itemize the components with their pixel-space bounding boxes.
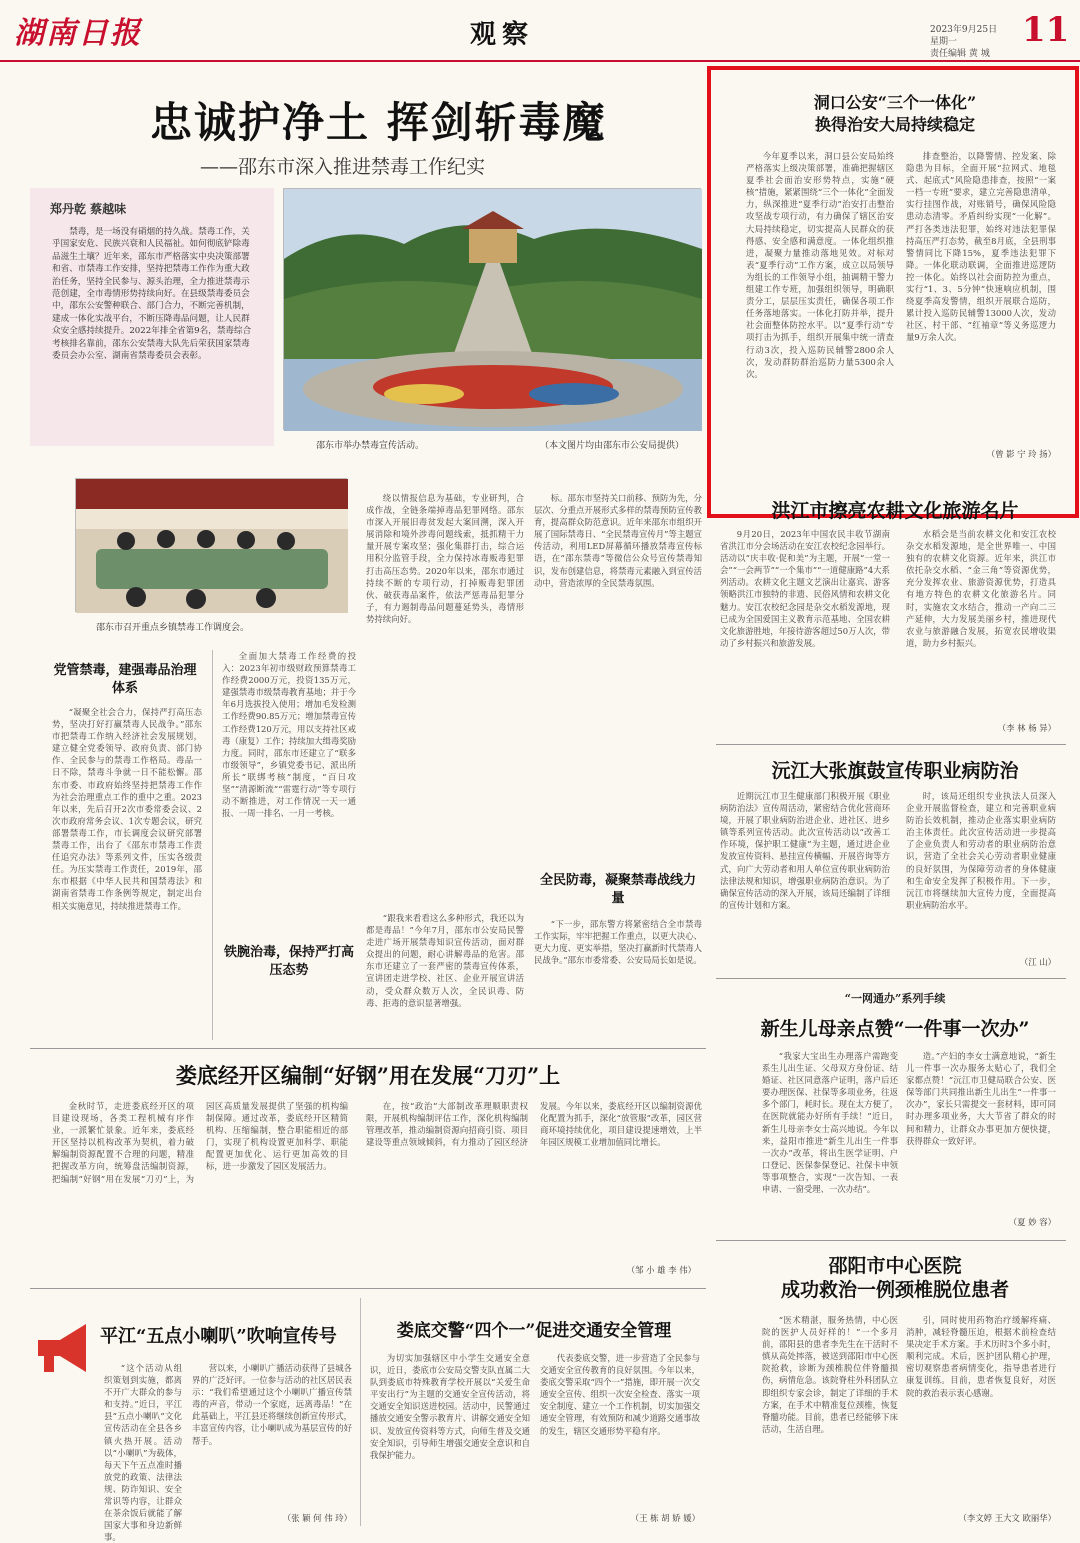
- lead-text: 禁毒，是一场没有硝烟的持久战。禁毒工作，关乎国家安危、民族兴衰和人民福祉。如何彻底铲除毒品滋生土壤？近年来，邵东市严格落实中央决策部署和省、市禁毒工作安排，坚持把禁毒工作作为重大政治任务，坚持全民参与、源头治理，全力推进禁毒示范创建，全市毒情形势持续向好。在县级禁毒委员会中，邵东公安警种联合、部门合力，不断完善机制，建成一体化实战平台，不断压降毒品问题，让人民群众安全感持续提升。2022年排全省第9名，禁毒综合考核排名靠前，邵东公安禁毒大队先后荣获国家禁毒委员会办公室、湖南省禁毒委员会表彰。: [52, 227, 252, 362]
- rally-photo: [283, 188, 701, 430]
- box-title-line2: 换得治安大局持续稳定: [814, 115, 975, 134]
- jiaojing-text2: 代表娄底交警，进一步营造了全民参与交通安全宣传教育的良好氛围。今年以来，娄底交警采取“四个一”措施，即开展一次交通安全宣传、组织一次安全检查、落实一项安全制度、建立一个工作机制，切实加强交通安全管理，有效预防和减少道路交通事故的发生，辖区交通形势平稳有序。: [540, 1353, 700, 1436]
- pingjiang-title: 平江“五点小喇叭”吹响宣传号: [100, 1326, 337, 1347]
- sec5-title: 全民防毒，凝聚禁毒战线力量: [539, 873, 696, 906]
- hongjiang-sign: （李 林 杨 异）: [997, 723, 1056, 733]
- yuanjiang-title: 沅江大张旗鼓宣传职业病防治: [771, 760, 1019, 782]
- editor-credit: 责任编辑 黄 城: [930, 49, 990, 59]
- hongjiang-title: 洪江市擦亮农耕文化旅游名片: [771, 500, 1019, 522]
- hospital-title-line2: 成功救治一例颈椎脱位患者: [780, 1279, 1009, 1301]
- page-number: 11: [1022, 10, 1070, 50]
- jiaojing-sign: （王 栋 胡 娇 媛）: [630, 1513, 700, 1523]
- section-title: 观察: [470, 20, 535, 50]
- onenet-kicker: “一网通办”系列手续: [844, 992, 946, 1005]
- jiaojing-title: 娄底交警“四个一”促进交通安全管理: [396, 1321, 672, 1341]
- jiaojing-text: 为切实加强辖区中小学生交通安全意识，近日，娄底市公安局交警支队直属二大队到娄底市特殊教育学校开展以“关爱生命 平安出行”为主题的交通安全宣传活动，将交通安全知识送进校园。活动中，民警通过播放交通安全警示教育片、讲解交通安全知识、发放宣传资料等方式，向师生普及交通安全知识，引导师生增强交通安全意识和自我保护能力。: [370, 1353, 530, 1460]
- newborn-col2: 造。”产妇的李女士满意地说，“新生儿一件事一次办服务太贴心了，我们全家都点赞！”沅江市卫健局联合公安、医保等部门共同推出新生儿出生“一件事一次办”，家长只需提交一套材料，即可同时办理多项业务，大大节省了群众的时间和精力，让群众办事更加方便快捷，获得群众一致好评。: [906, 1051, 1056, 1146]
- main-headline: 忠诚护净土 挥剑斩毒魔: [150, 98, 607, 147]
- meeting-photo-image: [76, 479, 348, 613]
- divider: [716, 978, 1066, 979]
- hongjiang-col2: 水稻会是当前农耕文化和安江农校杂交水稻发源地，是全世界唯一、中国独有的农耕文化资源。近年来，洪江市依托杂交水稻、“金三角”等资源优势，充分发挥农业、旅游资源优势，打造具有地方特色的农耕文化旅游名片。同时，实施农文水结合，推动一产向二三产延伸，大力发展美丽乡村，推进现代农业与旅游融合发展，拓宽农民增收渠道，助力乡村振兴。: [906, 529, 1056, 648]
- divider: [30, 1288, 706, 1289]
- sec1-text: “凝聚全社会合力，保持严打高压态势，坚决打好打赢禁毒人民战争。”邵东市把禁毒工作纳入经济社会发展规划，建立健全党委领导、政府负责、部门协作、全民参与的禁毒工作格局。毒品一日不除，禁毒斗争就一日不能松懈。邵东市委、市政府始终坚持把禁毒工作作为社会治理重点工作的重中之重。2023年以来，先后召开2次市委常委会议、2次市政府常务会议、1次专题会议，研究部署禁毒工作，市长调度会议研究部署禁毒工作，出台了《邵东市禁毒工作责任追究办法》等系列文件，压实各级责任。为压实禁毒工作责任，2019年，邵东市根据《中华人民共和国禁毒法》和湖南省禁毒工作条例等规定，制定出台相关实施意见，持续推进禁毒工作。: [52, 707, 202, 911]
- main-subhead: ——邵东市深入推进禁毒工作纪实: [200, 156, 486, 178]
- box-title-line1: 洞口公安“三个一体化”: [813, 93, 977, 112]
- pingjiang-text: “这个活动从组织策划到实施，都离不开广大群众的参与和支持。”近日，平江县“五点小喇叭”文化宣传活动在全县各乡镇火热开展。活动以“小喇叭”为载体，每天下午五点准时播放党的政策、法律法规、防诈知识、安全常识等内容，让群众在茶余饭后就能了解国家大事和身边新鲜事。: [104, 1363, 182, 1543]
- masthead: [0, 0, 1080, 62]
- hospital-col2: 引，同时使用药物治疗缓解疼痛、消肿，减轻脊髓压迫，根据术前检查结果决定手术方案。手术历时3个多小时，顺利完成。术后，医护团队精心护理，密切观察患者病情变化，指导患者进行康复训练。目前，患者恢复良好，对医院的救治表示衷心感谢。: [906, 1315, 1056, 1398]
- loudi-sign: （邹 小 雄 李 伟）: [626, 1265, 696, 1275]
- hongjiang-col1: 9月20日，2023年中国农民丰收节湖南省洪江市分会场活动在安江农校纪念园举行。活动以“庆丰收·促和美”为主题，开展“一堂一会”“一会两节”“一个集市”“一道健康路”4大系列活动。农耕文化主题文艺演出让嘉宾、游客领略洪江市独特的非遗、民俗风情和农耕文化魅力。安江农校纪念园是杂交水稻发源地，现已成为全国爱国主义教育示范基地、全国农耕文化旅游胜地，年接待游客超过50万人次，带动了乡村振兴和旅游发展。: [720, 529, 890, 648]
- newborn-col1: “我家大宝出生办理落户需跑变系生儿出生证、父母双方身份证、结婚证、社区同意落户证明，落户后还要办理医保、社保等多项业务，往返多个部门，耗时长。现在太方便了，在医院就能办好所有手续！”近日，新生儿母亲李女士高兴地说。今年以来，益阳市推进“新生儿出生一件事一次办”改革，将出生医学证明、户口登记、医保参保登记、社保卡申领等事项整合，实现“一次告知、一表申请、一窗受理、一次办结”。: [762, 1051, 898, 1195]
- meeting-photo: [75, 478, 347, 612]
- dateline: [930, 24, 1000, 60]
- loudi-title: 娄底经开区编制“好钢”用在发展“刀刃”上: [175, 1063, 561, 1088]
- sec5-text: “跟我来看看这么多种形式，我还以为都是毒品！”今年7月，邵东市公安局民警走进广场开展禁毒知识宣传活动，面对群众提出的问题，耐心讲解毒品的危害。邵东市还建立了一套严密的禁毒宣传体系，宣讲团走进学校、社区、企业开展宣讲活动，受众群众数万人次，全民识毒、防毒、拒毒的意识显著增强。: [366, 913, 524, 1008]
- loudi-text: 金秋时节，走进娄底经开区的项目建设现场，各类工程机械有序作业，一派繁忙景象。近年来，娄底经开区坚持以机构改革为契机，着力破解编制资源配置不合理的问题，精准把握改革方向，统筹盘活编制资源，把编制“好钢”用在发展“刀刃”上，为园区高质量发展提供了坚强的机构编制保障。通过改革，娄底经开区精简机构、压缩编制，整合职能相近的部门，实现了机构设置更加科学、职能配置更加优化、运行更加高效的目标，进一步激发了园区发展活力。: [52, 1101, 348, 1184]
- box-sign: （曾 影 宁 玲 扬）: [986, 449, 1056, 459]
- divider: [30, 1048, 706, 1049]
- divider: [716, 1240, 1066, 1241]
- rally-photo-image: [284, 189, 702, 431]
- loudi-text2: 在，按“政治”大部制改革理顺职责权限，开展机构编制评估工作，深化机构编制管理改革，推动编制资源向招商引资、项目建设等重点领域倾斜，有力推动了园区经济发展。今年以来，娄底经开区以编制资源优化配置为抓手，深化“放管服”改革，园区营商环境持续优化，项目建设提速增效，上半年园区规模工业增加值同比增长。: [366, 1101, 702, 1148]
- column-divider: [360, 1298, 361, 1526]
- sec4-text: 标。邵东市坚持关口前移、预防为先，分层次、分重点开展形式多样的禁毒预防宣传教育，提高群众防范意识。近年来邵东市组织开展了国际禁毒日、“全民禁毒宣传月”等主题宣传活动，利用LED屏幕循环播放禁毒宣传标语，在“邵东禁毒”等微信公众号宣传禁毒知识，发布创建信息，将禁毒元素融入到宣传活动中，营造浓厚的全民禁毒氛围。: [534, 493, 702, 588]
- newborn-title: 新生儿母亲点赞“一件事一次办”: [760, 1018, 1030, 1040]
- hospital-title-line1: 邵阳市中心医院: [828, 1255, 962, 1277]
- newspaper-logo: 湖南日报: [14, 16, 142, 51]
- hospital-title: [720, 1254, 1070, 1302]
- hospital-col1: “医术精湛，服务热情，中心医院的医护人员好样的！”一个多月前，邵阳县的患者李先生在干活时不慎从高处摔落，被送到邵阳市中心医院抢救，诊断为颈椎脱位伴脊髓损伤，病情危急。该院脊柱外科团队立即组织专家会诊，制定了详细的手术方案，在手术中精准复位颈椎，恢复脊髓功能。目前，患者已经能够下床活动，生活自理。: [762, 1315, 898, 1434]
- main-byline: 郑丹乾 蔡越味: [50, 202, 127, 216]
- yuanjiang-col2: 时，该局还组织专业执法人员深入企业开展监督检查，建立和完善职业病防治长效机制，推动企业落实职业病防治主体责任。此次宣传活动进一步提高了企业负责人和劳动者的职业病防治意识，营造了全社会关心劳动者职业健康的良好氛围，为保障劳动者的身体健康和生命安全发挥了积极作用。下一步，沅江市将继续加大宣传力度，全面提高职业病防治水平。: [906, 791, 1056, 910]
- sec1-title: 党管禁毒，建强毒品治理体系: [53, 663, 197, 696]
- column-divider: [212, 650, 213, 1040]
- box-title: [730, 92, 1060, 136]
- megaphone-icon-image: [30, 1318, 100, 1378]
- rally-photo-caption: 邵东市举办禁毒宣传活动。: [316, 441, 425, 451]
- yuanjiang-col1: 近期沅江市卫生健康部门积极开展《职业病防治法》宣传周活动，紧密结合优化营商环境，开展了职业病防治进企业、进社区、进乡镇等系列宣传活动。此次宣传活动以“改善工作环境，保护职工健康”为主题，通过进企业发放宣传资料、悬挂宣传横幅、开展咨询等方式，向广大劳动者和用人单位宣传职业病防治法律法规和知识，增强职业病防治意识。为了确保宣传活动的深入开展，该局还编制了详细的宣传计划和方案。: [720, 791, 890, 910]
- divider: [716, 744, 1066, 745]
- box-col2: 排查整治，以降警情、控发案、除隐患为目标，全面开展“拉网式、地毯式、起底式”风险隐患排查，按照“一案一档一专班”要求，建立完善隐患清单，实行挂图作战，对账销号，确保风险隐患动态清零。矛盾纠纷实现“一化解”。严打各类违法犯罪，始终对违法犯罪保持高压严打态势，截至8月底，全县刑事警情同比下降15%，夏季违法犯罪下降。一体化联动联调，全面推进巡逻防控一体化。始终以社会面防控为重点，实行“1、3、5分钟”快速响应机制，围绕夏季高发警情，组织开展联合巡防，累计投入巡防民辅警13000人次，发动社区、村干部、“红袖章”等义务巡逻力量9万余人次。: [906, 151, 1056, 343]
- pingjiang-text2: 营以来，小喇叭广播活动获得了县城各界的广泛好评。一位参与活动的社区居民表示：“我们希望通过这个小喇叭广播宣传禁毒的声音，带动一个家庭，远离毒品！”在此基础上，平江县还将继续创新宣传形式，丰富宣传内容，让小喇叭成为基层宣传的好帮手。: [192, 1363, 352, 1446]
- megaphone-icon: [30, 1318, 100, 1378]
- pingjiang-sign: （张 颖 何 伟 玲）: [282, 1513, 352, 1523]
- sec3-text: 绕以情报信息为基础，专业研判，合成作战，全链条端掉毒品犯罪网络。邵东市深入开展旧毒贫发起大案回溯，深入开展消除和境外涉毒问题线索，抵抓精干力量开展专案攻坚；强化集群打击，综合运用积分监管手段，全力保持冰毒贩毒犯罪打击高压态势。2020年以来，邵东市通过持续不断的专项行动，打掉贩毒犯罪团伙、破获毒品案件，依法严惩毒品犯罪分子，有力遏制毒品问题蔓延势头，毒情形势持续向好。: [366, 493, 524, 624]
- sec2-text: 全面加大禁毒工作经费的投入：2023年初市级财政预算禁毒工作经费2000万元，投资135万元，建强禁毒市级禁毒教育基地；并于今年6月选拔投入使用；增加毛发检测工作经费90.85万元；增加禁毒宣传工作经费120万元，用以支持社区戒毒（康复）工作；持续加大缉毒奖励力度。同时，邵东市还建立了“联多市级领导”，乡镇党委书记、派出所所长“联绑考核”制度，“百日攻坚”“清源断流”“雷霆行动”等专项行动不断推进，对工作情况一天一通报、一周一排名、一月一考核。: [222, 651, 356, 819]
- sec2-text-cont: [222, 990, 356, 1040]
- meeting-photo-caption: 邵东市召开重点乡镇禁毒工作调度会。: [96, 623, 250, 633]
- yuanjiang-sign: （江 山）: [1019, 957, 1056, 967]
- sec2-title: 铁腕治毒，保持严打高压态势: [223, 945, 354, 978]
- box-col1: 今年夏季以来，洞口县公安局始终严格落实上级决策部署，准确把握辖区夏季社会面治安形势特点，实施“硬核”措施，紧紧围绕“三个一体化”全面发力，纵深推进“夏季行动”治安打击整治攻坚战专项行动，有力确保了辖区治安大局持续稳定，切实提高人民群众的获得感、安全感和满意度。一体化组织推进，凝聚力量推动落地见效。对标对表“夏季行动”工作方案，成立以局领导为组长的工作领导小组，抽调精干警力组建工作专班，加强组织领导，明确职责分工，层层压实责任，确保各项工作任务落地落实。一体化打防并举，提升社会面整体防控水平。以“夏季行动”专项打击为抓手，组织开展集中统一清查行动3次，投入巡防民辅警2800余人次，发动群防群治巡防力量5300余人次。: [746, 151, 894, 379]
- hospital-sign: （李文婷 王大文 欧丽华）: [958, 1513, 1056, 1523]
- issue-date: 2023年9月25日 星期一: [930, 25, 998, 47]
- newborn-sign: （夏 妙 容）: [1008, 1217, 1056, 1227]
- photo-credit: （本文图片均由邵东市公安局提供）: [540, 441, 685, 451]
- sec6-text: “下一步，邵东警方将紧密结合全市禁毒工作实际，牢牢把握工作重点，以更大决心、更大力度、更实举措，坚决打赢新时代禁毒人民战争。”邵东市委常委、公安局局长如是说。: [534, 919, 702, 966]
